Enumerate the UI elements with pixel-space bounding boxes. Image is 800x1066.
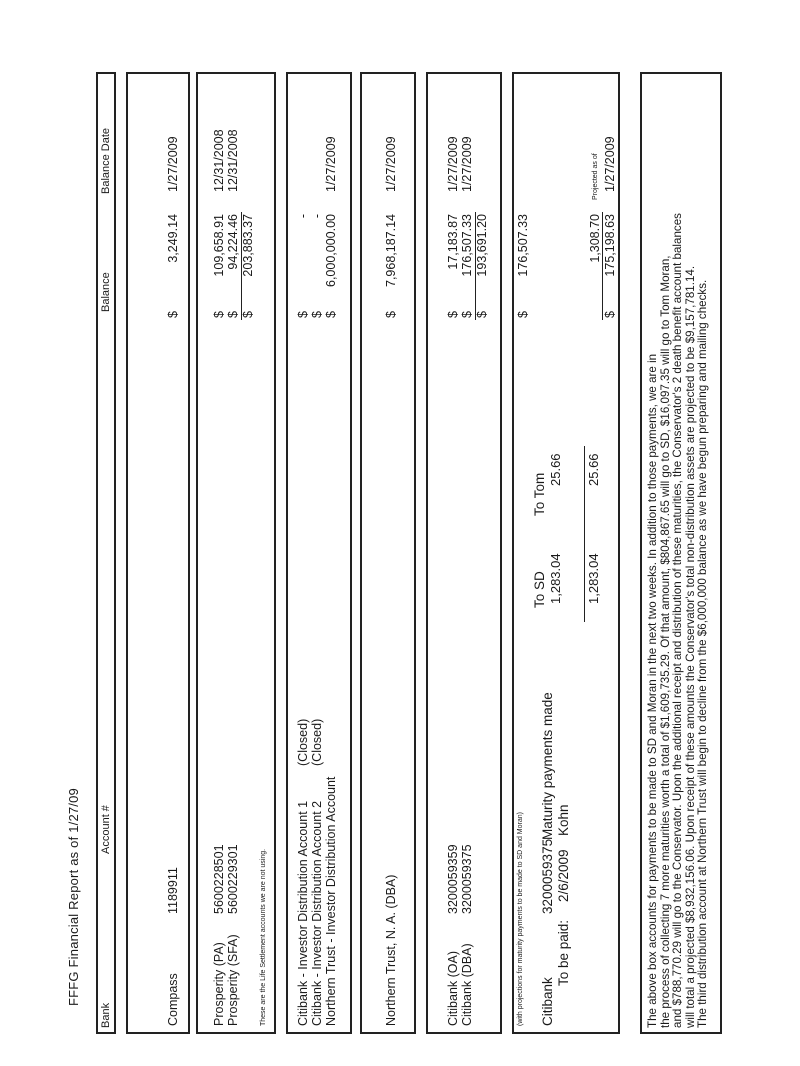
maturity-description: Maturity payments made <box>540 692 555 840</box>
prosperity-note: These are the Life Settlement accounts we are not using. <box>260 848 267 1026</box>
payee: Kohn <box>556 804 571 836</box>
citibank-total: 193,691.20 <box>475 214 489 277</box>
summary-line: The above box accounts for payments to be made to SD and Moran in the next two weeks. In addition to those payments, we are in <box>646 353 659 1028</box>
currency-symbol: $ <box>212 311 226 318</box>
column-to-sd: To SD <box>532 571 547 608</box>
bank-name: Citibank (DBA) <box>460 943 474 1026</box>
account-number: 3200059359 <box>446 844 460 914</box>
balance: 109,658.91 <box>212 214 226 277</box>
balance-date: 1/27/2009 <box>166 136 180 192</box>
account-number: 5600228501 <box>212 844 226 914</box>
sd-total: 1,283.04 <box>586 553 601 604</box>
balance: 17,183.87 <box>446 214 460 270</box>
balance: 3,249.14 <box>166 214 180 263</box>
account-number: 3200059375 <box>460 844 474 914</box>
report-title: FFFG Financial Report as of 1/27/09 <box>66 788 81 1006</box>
currency-symbol: $ <box>241 311 255 318</box>
summary-line: will total a projected $8,932,156.06. Upon receipt of these amounts the Conservator's total non-distribution assets are projected to be $9,157,781.14. <box>683 265 697 1028</box>
bank-name: Citibank - Investor Distribution Account 2 <box>310 800 324 1026</box>
balance-date: 12/31/2008 <box>212 129 226 192</box>
citibank-section <box>426 72 502 1034</box>
distribution-section <box>286 72 352 1034</box>
column-header-account: Account # <box>100 805 112 854</box>
balance: 6,000,000.00 <box>324 214 338 287</box>
column-header-balance-date: Balance Date <box>100 127 112 194</box>
currency-symbol: $ <box>324 311 338 318</box>
bank-name: Citibank - Investor Distribution Account 1 <box>296 800 310 1026</box>
account-number: 3200059375 <box>540 838 555 914</box>
projected-label: Projected as of <box>592 153 599 200</box>
bank-name: Northern Trust, N. A. (DBA) <box>384 874 398 1026</box>
balance: - <box>310 214 324 219</box>
prosperity-total: 203,883.37 <box>241 214 255 277</box>
payments-rule <box>584 446 585 622</box>
summary-section <box>640 72 722 1034</box>
currency-symbol: $ <box>460 311 474 318</box>
northern-trust-section <box>360 72 416 1034</box>
maturity-payments-section <box>512 72 620 1034</box>
bank-name: Compass <box>166 973 180 1026</box>
account-number: 1189911 <box>166 867 180 914</box>
bank-name: Prosperity (PA) <box>212 942 226 1026</box>
bank-name: Northern Trust - Investor Distribution Account <box>324 776 338 1026</box>
balance-date: 1/27/2009 <box>384 136 398 192</box>
projected-balance: 175,198.63 <box>603 214 617 277</box>
tom-total: 25.66 <box>586 453 601 486</box>
prosperity-section <box>196 72 276 1034</box>
pay-date: 2/6/2009 <box>556 849 571 902</box>
account-status: (Closed) <box>296 718 310 766</box>
balance-date: 1/27/2009 <box>324 136 338 192</box>
summary-line: the process of collecting 7 more maturities worth a total of $1,609,735.29. Of that amount, $804,867.65 will go to SD, $16,097.35 will go to Tom Moran, <box>658 255 672 1028</box>
currency-symbol: $ <box>310 311 324 318</box>
account-number: 5600229301 <box>226 844 240 914</box>
column-to-tom: To Tom <box>532 472 547 516</box>
balance: - <box>296 214 310 219</box>
currency-symbol: $ <box>516 311 530 318</box>
compass-section <box>126 72 190 1034</box>
currency-symbol: $ <box>296 311 310 318</box>
currency-symbol: $ <box>603 311 617 318</box>
bank-name: Citibank (OA) <box>446 950 460 1026</box>
column-header-row <box>96 72 116 1034</box>
bank-name: Prosperity (SFA) <box>226 934 240 1026</box>
balance-date: 1/27/2009 <box>446 136 460 192</box>
balance: 7,968,187.14 <box>384 214 398 287</box>
projected-date: 1/27/2009 <box>603 136 617 192</box>
maturity-note: (with projections for maturity payments to be made to SD and Moran) <box>517 812 524 1026</box>
balance-date: 12/31/2008 <box>226 129 240 192</box>
to-be-paid-label: To be paid: <box>556 919 571 986</box>
opening-balance: 176,507.33 <box>516 214 530 277</box>
currency-symbol: $ <box>446 311 460 318</box>
column-header-bank: Bank <box>100 1002 112 1028</box>
bank-name: Citibank <box>540 977 555 1026</box>
balance-date: 1/27/2009 <box>460 136 474 192</box>
currency-symbol: $ <box>475 311 489 318</box>
sd-amount: 1,283.04 <box>548 553 563 604</box>
currency-symbol: $ <box>166 311 180 318</box>
summary-line: and $788,770.29 will go to the Conservator. Upon the additional receipt and distribution of these maturities, the Conservator's 2 death benefit account balances <box>671 213 685 1028</box>
account-status: (Closed) <box>310 718 324 766</box>
tom-amount: 25.66 <box>548 453 563 486</box>
currency-symbol: $ <box>226 311 240 318</box>
currency-symbol: $ <box>384 311 398 318</box>
balance: 176,507.33 <box>460 214 474 277</box>
balance: 94,224.46 <box>226 214 240 270</box>
summary-line: The third distribution account at Northern Trust will begin to decline from the $6,000,000 balance as we have begun preparing and mailing checks. <box>696 279 710 1028</box>
paid-total: 1,308.70 <box>588 214 602 263</box>
column-header-balance: Balance <box>100 272 112 312</box>
